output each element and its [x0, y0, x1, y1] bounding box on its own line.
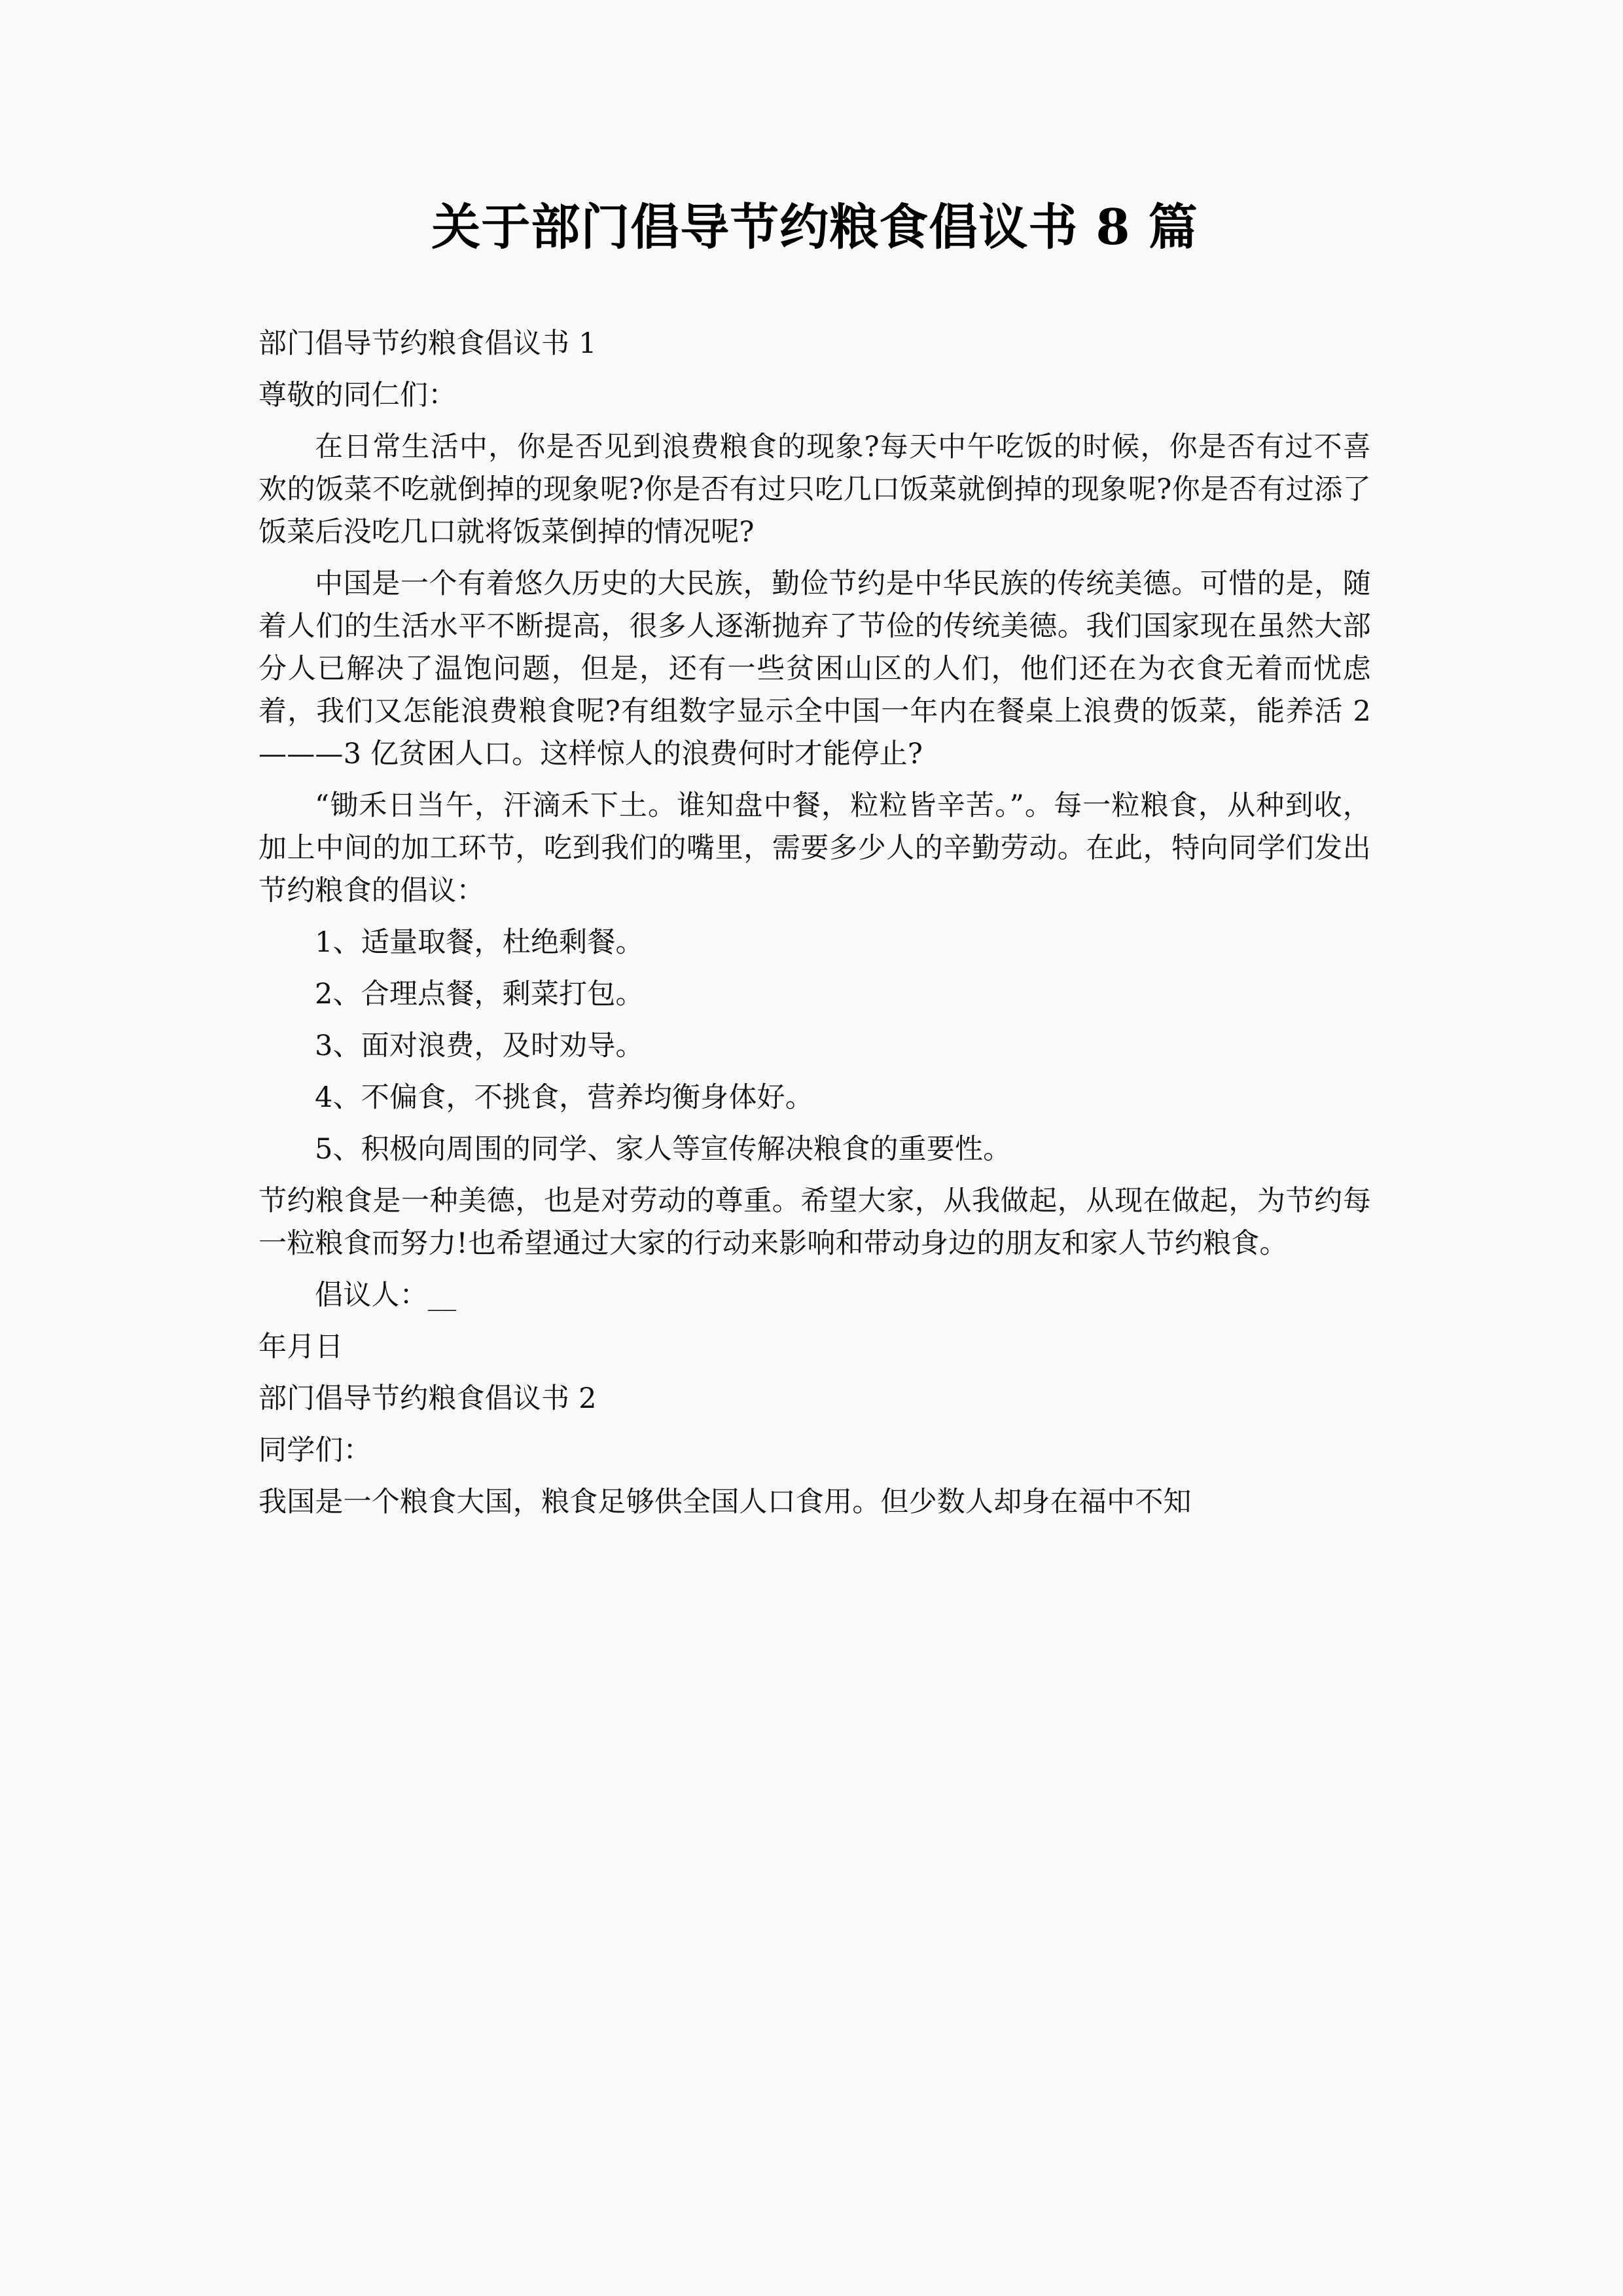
paragraph-3: “锄禾日当午，汗滴禾下土。谁知盘中餐，粒粒皆辛苦。”。每一粒粮食，从种到收，加上中间的加工环节，吃到我们的嘴里，需要多少人的辛勤劳动。在此，特向同学们发出节约粮食的倡议： — [259, 789, 1371, 907]
date-line: 年月日 — [259, 1331, 344, 1363]
paragraph-2: 中国是一个有着悠久历史的大民族，勤俭节约是中华民族的传统美德。可惜的是，随着人们的生活水平不断提高，很多人逐渐抛弃了节俭的传统美德。我们国家现在虽然大部分人已解决了温饱问题，但是，还有一些贫困山区的人们，他们还在为衣食无着而忧虑着，我们又怎能浪费粮食呢?有组数字显示全中国一年内在餐桌上浪费的饭菜，能养活 2———3 亿贫困人口。这样惊人的浪费何时才能停止? — [259, 567, 1371, 770]
paragraph-5: 我国是一个粮食大国，粮食足够供全国人口食用。但少数人却身在福中不知 — [259, 1486, 1192, 1518]
list-item-1: 1、适量取餐，杜绝剩餐。 — [315, 926, 644, 959]
document-body — [259, 252, 1371, 1524]
list-item-4: 4、不偏食，不挑食，营养均衡身体好。 — [315, 1081, 813, 1114]
page-content — [259, 0, 1371, 1533]
list-item-3: 3、面对浪费，及时劝导。 — [315, 1030, 644, 1062]
list-item-5: 5、积极向周围的同学、家人等宣传解决粮食的重要性。 — [315, 1133, 1012, 1166]
section-heading-2: 部门倡导节约粮食倡议书 2 — [259, 1382, 597, 1415]
signature-line: 倡议人：__ — [315, 1279, 457, 1312]
paragraph-4: 节约粮食是一种美德，也是对劳动的尊重。希望大家，从我做起，从现在做起，为节约每一粒粮食而努力!也希望通过大家的行动来影响和带动身边的朋友和家人节约粮食。 — [259, 1185, 1371, 1260]
section-heading-1: 部门倡导节约粮食倡议书 1 — [259, 327, 597, 360]
page-title: 关于部门倡导节约粮食倡议书 8 篇 — [431, 198, 1198, 256]
paragraph-1: 在日常生活中，你是否见到浪费粮食的现象?每天中午吃饭的时候，你是否有过不喜欢的饭菜不吃就倒掉的现象呢?你是否有过只吃几口饭菜就倒掉的现象呢?你是否有过添了饭菜后没吃几口就将饭菜倒掉的情况呢? — [259, 431, 1371, 548]
list-item-2: 2、合理点餐，剩菜打包。 — [315, 978, 644, 1011]
salutation-2: 同学们： — [259, 1434, 372, 1467]
salutation-1: 尊敬的同仁们： — [259, 379, 457, 412]
